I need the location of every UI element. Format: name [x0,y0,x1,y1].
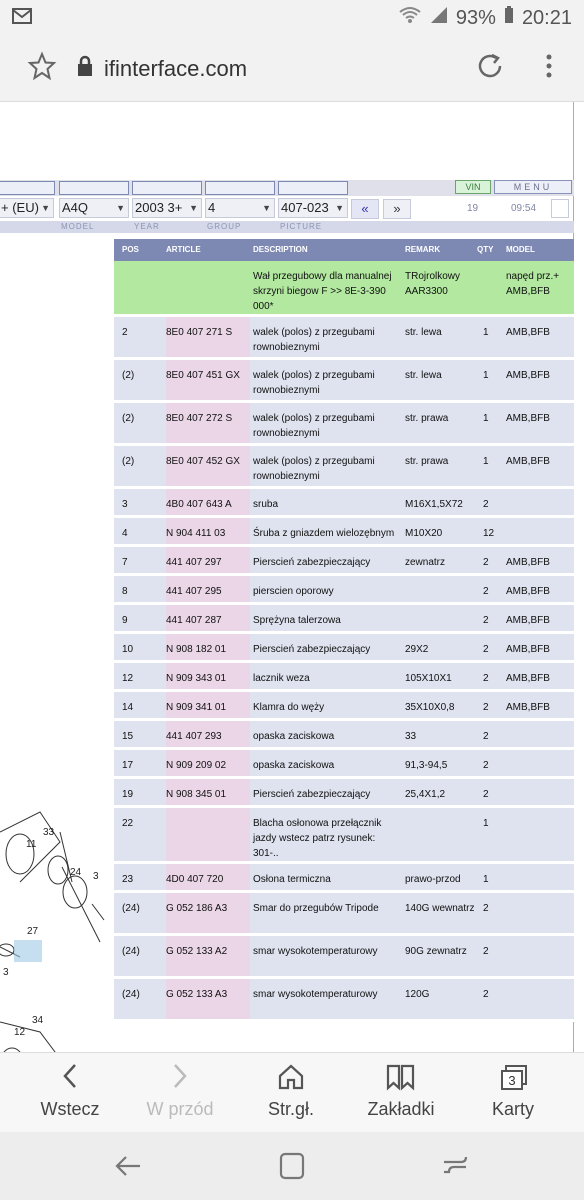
field-box[interactable] [205,181,275,195]
system-recents-icon[interactable] [441,1152,469,1185]
row-description: pierscien oporowy [253,586,334,597]
row-description: Pierscień zabezpieczający [253,557,371,568]
row-model: AMB,BFB [506,370,550,381]
row-remark: zewnatrz [405,557,446,568]
row-article[interactable]: 441 407 293 [166,721,250,747]
header-description: DESCRIPTION [253,245,308,254]
row-pos: 15 [122,731,134,742]
table-row[interactable] [114,605,574,634]
row-remark: M16X1,5X72 [405,499,463,510]
row-qty: 2 [483,615,489,626]
table-row[interactable] [114,576,574,605]
forward-button[interactable] [122,1053,238,1133]
label-group: GROUP [207,222,242,231]
header-article: ARTICLE [166,245,201,254]
row-description: walek (polos) z przegubami rownobieznymi [253,413,375,439]
dropdown-arrow-icon: ▼ [335,203,344,213]
field-box[interactable] [278,181,348,195]
row-description: smar wysokotemperaturowy [253,989,378,1000]
row-article[interactable]: N 904 411 03 [166,518,250,544]
row-qty: 2 [483,702,489,713]
diagram-callout: 3 [3,967,9,978]
parts-diagram[interactable] [0,242,113,1052]
row-description: smar wysokotemperaturowy [253,946,378,957]
selector-row [0,198,574,220]
table-row[interactable] [114,750,574,779]
field-box[interactable] [0,181,55,195]
row-qty: 2 [483,903,489,914]
label-model: MODEL [61,222,95,231]
row-remark: 140G wewnatrz [405,903,475,914]
label-year: YEAR [134,222,160,231]
row-article[interactable]: 8E0 407 272 S [166,403,250,443]
row-description: Osłona termiczna [253,874,331,885]
diagram-callout: 12 [14,1027,26,1038]
row-pos: (2) [122,413,135,424]
row-pos: (24) [122,903,140,914]
row-article[interactable]: 441 407 297 [166,547,250,573]
row-description: opaska zaciskowa [253,760,335,771]
row-description: walek (polos) z przegubami rownobieznymi [253,456,375,482]
dropdown-arrow-icon: ▼ [262,203,271,213]
menu-button[interactable]: MENU [494,180,572,194]
row-pos: 22 [122,818,134,829]
battery-level: 93% [455,6,496,29]
bookmark-icon [343,1063,459,1093]
row-model: AMB,BFB [506,702,550,713]
row-model: AMB,BFB [506,557,550,568]
row-article[interactable]: N 908 345 01 [166,779,250,805]
table-row[interactable] [114,779,574,808]
row-description: Klamra do węży [253,702,325,713]
group-select[interactable]: 4 ▼ [205,198,275,218]
chevron-right-icon [122,1063,238,1093]
clock: 20:21 [521,6,572,29]
home-icon [233,1063,349,1093]
model-select[interactable]: A4Q ▼ [59,198,129,218]
row-model: AMB,BFB [506,456,550,467]
row-article[interactable]: N 909 343 01 [166,663,250,689]
table-body [114,261,574,1022]
row-model: AMB,BFB [506,413,550,424]
row-remark: str. lewa [405,370,442,381]
row-article[interactable]: N 909 341 01 [166,692,250,718]
table-row[interactable] [114,634,574,663]
row-qty: 2 [483,644,489,655]
small-input-box[interactable] [551,199,569,218]
table-row[interactable] [114,692,574,721]
row-qty: 2 [483,673,489,684]
table-row[interactable] [114,261,574,317]
table-header [114,239,574,261]
table-row[interactable] [114,808,574,864]
tabs-label: Karty [491,1099,534,1119]
forward-label: W przód [146,1099,214,1119]
row-article[interactable]: G 052 186 A3 [166,893,250,933]
row-article[interactable]: 8E0 407 452 GX [166,446,250,486]
table-row[interactable] [114,547,574,576]
row-qty: 12 [483,528,495,539]
diagram-callout: 11 [26,839,37,850]
row-pos: 9 [122,615,128,626]
row-article[interactable]: N 909 209 02 [166,750,250,776]
row-description: lacznik weza [253,673,310,684]
header-pos: POS [122,245,139,254]
url-field[interactable]: ifinterface.com [104,55,248,81]
row-pos: (24) [122,946,140,957]
row-qty: 1 [483,456,489,467]
row-model: AMB,BFB [506,327,550,338]
row-article[interactable]: G 052 133 A3 [166,979,250,1019]
row-description: Pierscień zabezpieczający [253,789,371,800]
tabs-button[interactable] [455,1053,571,1133]
parts-table [114,239,574,1022]
row-model: napęd prz.+ AMB,BFB [506,271,560,297]
row-description: Pierscień zabezpieczający [253,644,371,655]
row-article[interactable]: G 052 133 A2 [166,936,250,976]
row-description: sruba [253,499,279,510]
system-home-icon[interactable] [279,1152,305,1185]
address-bar [0,36,584,102]
row-remark: prawo-przod [405,874,461,885]
header-model: MODEL [506,245,535,254]
row-remark: 33 [405,731,417,742]
row-model: AMB,BFB [506,586,550,597]
table-row[interactable] [114,518,574,547]
row-pos: 7 [122,557,128,568]
row-pos: (2) [122,370,135,381]
row-remark: 91,3-94,5 [405,760,448,771]
system-back-icon[interactable] [114,1154,142,1183]
row-pos: 17 [122,760,134,771]
row-pos: 12 [122,673,134,684]
row-qty: 1 [483,370,489,381]
year-select[interactable]: 2003 3+ ▼ [132,198,202,218]
row-remark: 120G [405,989,430,1000]
row-pos: (24) [122,989,140,1000]
row-pos: (2) [122,456,135,467]
row-description: opaska zaciskowa [253,731,335,742]
row-qty: 2 [483,989,489,1000]
row-pos: 4 [122,528,128,539]
row-remark: 35X10X0,8 [405,702,455,713]
row-remark: M10X20 [405,528,443,539]
row-qty: 2 [483,557,489,568]
row-qty: 2 [483,499,489,510]
table-row[interactable] [114,979,574,1022]
label-picture: PICTURE [280,222,323,231]
row-remark: 105X10X1 [405,673,452,684]
status-bar [0,0,584,36]
row-qty: 1 [483,874,489,885]
row-article[interactable]: 8E0 407 451 GX [166,360,250,400]
chevron-left-icon [12,1063,128,1093]
reload-icon[interactable] [476,52,504,85]
row-model: AMB,BFB [506,615,550,626]
home-button[interactable] [233,1053,349,1133]
row-pos: 10 [122,644,134,655]
table-row[interactable] [114,446,574,489]
dropdown-arrow-icon: ▼ [189,203,198,213]
bookmarks-label: Zakładki [367,1099,435,1119]
region-select[interactable]: + (EU) ▼ [0,198,54,218]
row-article[interactable]: 4D0 407 720 [166,864,250,890]
row-qty: 2 [483,586,489,597]
row-qty: 1 [483,818,489,829]
vin-button[interactable]: VIN [455,180,491,194]
table-row[interactable] [114,403,574,446]
row-article[interactable]: 441 407 287 [166,605,250,631]
table-row[interactable] [114,721,574,750]
header-qty: QTY [477,245,494,254]
row-qty: 2 [483,946,489,957]
row-remark: TRojrolkowy AAR3300 [405,271,461,297]
table-row[interactable] [114,317,574,360]
row-article[interactable] [166,261,250,314]
browser-bottom-nav [0,1052,584,1132]
header-remark: REMARK [405,245,441,254]
wifi-icon [398,6,422,30]
field-box[interactable] [132,181,202,195]
row-remark: 25,4X1,2 [405,789,446,800]
diagram-callout: 27 [27,926,39,937]
battery-icon [504,6,514,30]
row-remark: str. prawa [405,456,449,467]
row-description: Sprężyna talerzowa [253,615,341,626]
row-remark: str. lewa [405,327,442,338]
picture-select[interactable]: 407-023 ▼ [278,198,348,218]
system-nav-bar [0,1132,584,1200]
row-qty: 2 [483,731,489,742]
row-article[interactable] [166,808,250,861]
row-article[interactable]: N 908 182 01 [166,634,250,660]
row-article[interactable]: 441 407 295 [166,576,250,602]
row-description: Smar do przegubów Tripode [253,903,379,914]
page-code: 09:54 [511,203,537,214]
row-pos: 2 [122,327,128,338]
table-row[interactable] [114,936,574,979]
row-pos: 3 [122,499,128,510]
row-description: Blacha osłonowa przełącznik jazdy wstecz patrz rysunek: 301-.. [253,818,382,859]
home-label: Str.gł. [267,1099,315,1119]
row-pos: 23 [122,874,134,885]
signal-icon [430,6,448,30]
row-qty: 1 [483,413,489,424]
prev-page-button[interactable]: « [351,199,379,219]
diagram-callout: 33 [43,827,55,838]
bookmarks-button[interactable] [343,1053,459,1133]
table-row[interactable] [114,360,574,403]
diagram-callout: 34 [32,1015,44,1026]
row-description: Wał przegubowy dla manualnej skrzyni biegow F >> 8E-3-390 000* [253,271,392,312]
row-remark: str. prawa [405,413,449,424]
next-page-button[interactable]: » [383,199,411,219]
table-row[interactable] [114,864,574,893]
row-qty: 1 [483,327,489,338]
page-number: 19 [467,203,479,214]
catalog-frame [0,102,574,1052]
field-box[interactable] [59,181,129,195]
row-model: AMB,BFB [506,644,550,655]
diagram-callout: 24 [70,867,82,878]
bookmark-star-icon[interactable] [28,52,56,85]
selector-labels [0,221,574,233]
lock-icon [76,55,94,82]
row-article[interactable]: 4B0 407 643 A [166,489,250,515]
row-qty: 2 [483,789,489,800]
row-pos: 19 [122,789,134,800]
table-row[interactable] [114,893,574,936]
row-model: AMB,BFB [506,673,550,684]
dropdown-arrow-icon: ▼ [116,203,125,213]
row-description: walek (polos) z przegubami rownobieznymi [253,327,375,353]
row-description: Śruba z gniazdem wielozębnym [253,528,395,539]
back-label: Wstecz [40,1099,100,1119]
back-button[interactable] [12,1053,128,1133]
web-page [0,102,584,1052]
row-qty: 2 [483,760,489,771]
row-remark: 90G zewnatrz [405,946,467,957]
mail-icon [12,7,32,30]
svg-text:3: 3 [508,1073,516,1088]
row-article[interactable]: 8E0 407 271 S [166,317,250,357]
more-menu-icon[interactable] [546,54,552,83]
dropdown-arrow-icon: ▼ [41,203,50,213]
row-pos: 8 [122,586,128,597]
row-remark: 29X2 [405,644,429,655]
row-description: walek (polos) z przegubami rownobieznymi [253,370,375,396]
diagram-callout: 3 [93,871,99,882]
table-row[interactable] [114,489,574,518]
row-pos: 14 [122,702,134,713]
tabs-icon [455,1063,571,1093]
table-row[interactable] [114,663,574,692]
